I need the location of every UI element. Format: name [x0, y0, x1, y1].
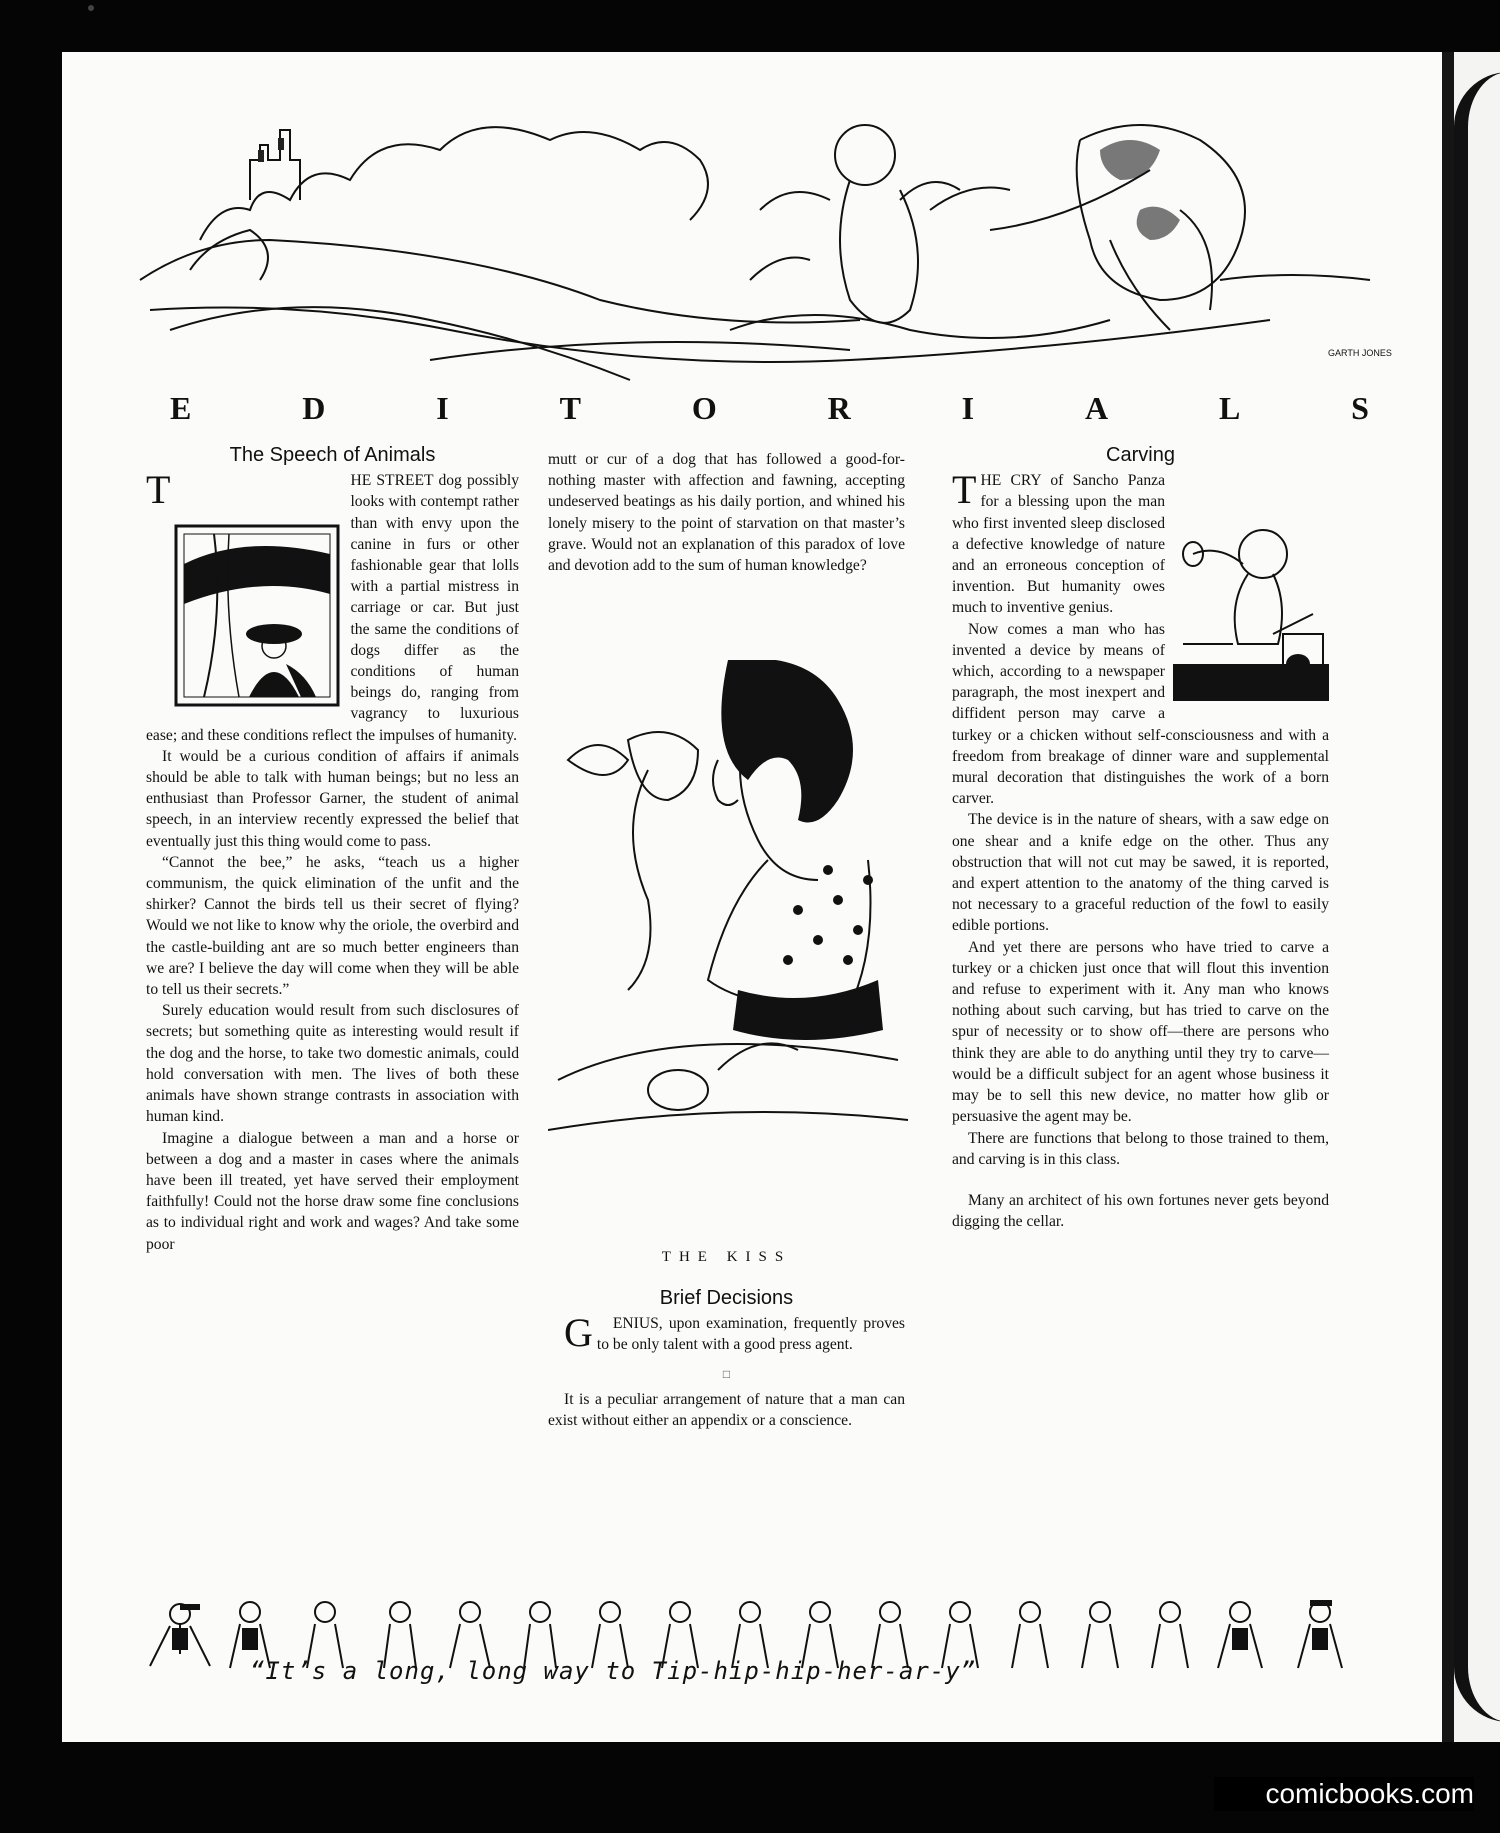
- carving-paragraph-5: There are functions that belong to those trained to them, and carving is in this class.: [952, 1129, 1329, 1168]
- carving-paragraph-4: And yet there are persons who have tried to carve a turkey or a chicken just once that will flout this invention and refuse to experiment with it. Any man who knows nothing about such carving, but has tried to carve on the spur of necessity or to show off—there are persons who think they are able to do anything until they try to carve—would be a difficult subject for an agent whose business it may be to sell this new device, no matter how glib or persuasive the agent may be.: [952, 938, 1329, 1126]
- speech-paragraph-4: Surely education would result from such disclosures of secrets; but something quite as interesting would result if the dog and the horse, to take two domestic animals, could hold conversation with men. The lives of both these animals have shown strange contrasts in association with human kind.: [146, 1002, 519, 1126]
- carving-paragraph-1: [952, 467, 1329, 618]
- footer-cartoon-caption: “It’s a long, long way to Tip-hip-hip-her-ar-y”: [250, 1657, 977, 1685]
- brief-headline: Brief Decisions: [659, 1287, 794, 1309]
- woman-in-hat-illustration: [174, 524, 340, 707]
- brief-paragraph-1: [548, 1310, 905, 1356]
- masthead-letter: I: [961, 390, 976, 426]
- brief-paragraph-2: It is a peculiar arrangement of nature that a man can exist without either an appendix or a conscience.: [548, 1390, 905, 1430]
- man-with-pipe-illustration: [1173, 514, 1329, 701]
- carving-dropcap: T: [952, 467, 977, 513]
- column-brief-decisions: [548, 1288, 905, 1431]
- artist-signature-text: GARTH JONES: [1328, 348, 1392, 358]
- speech-paragraph-3: “Cannot the bee,” he asks, “teach us a higher communism, the quick elimination of the unfit and the shirker? Cannot the birds tell us their secret of flying? Would we not like to know why the oriole, the overbird and the castle-building ant are so much better engineers than we are? I believe the day will come when they will be able to tell us their secrets.”: [146, 853, 519, 999]
- illustration-caption: THE KISS: [661, 1249, 792, 1265]
- column-middle: [548, 449, 905, 576]
- the-kiss-illustration: [548, 660, 920, 1150]
- speech-paragraph-1-text: HE STREET dog possibly looks with contempt rather than with envy upon the canine in furs or other fashionable gear that lolls with a partial mistress in carriage or car. But just the same the conditions of dogs differ as the conditions of human beings do, ranging from vagrancy to luxurious ease; and these conditions reflect the impulses of humanity.: [146, 472, 519, 744]
- carving-paragraph-6: Many an architect of his own fortunes never gets beyond digging the cellar.: [952, 1191, 1329, 1231]
- speech-paragraph-1: [146, 467, 519, 746]
- carving-paragraph-1-text: HE CRY of Sancho Panza for a blessing upon the man who first invented sleep disclosed a defective knowledge of nature and an erroneous conception of invention. But humanity owes much to inventive genius.: [952, 472, 1165, 617]
- masthead-letter: S: [1351, 390, 1370, 426]
- facing-page-curve: [1454, 72, 1500, 1722]
- column-carving: [952, 445, 1329, 1232]
- speech-dropcap: T: [146, 467, 171, 513]
- masthead-letter: R: [827, 390, 852, 426]
- source-watermark: comicbooks.com: [1214, 1777, 1474, 1811]
- carving-paragraph-2: Now comes a man who has invented a device by means of which, according to a newspaper paragraph, the most inexpert and diffident person may carve a turkey or a chicken without self-consciousness and with a freedom from breakage of dinner ware and supplemental mural decoration that distinguishes the work of a born carver.: [952, 620, 1329, 808]
- section-separator: □: [722, 1366, 731, 1381]
- masthead-letter: T: [559, 390, 582, 426]
- facing-page-edge: [1442, 52, 1500, 1742]
- artist-signature: [1328, 348, 1392, 358]
- header-cupid-landscape-illustration: [130, 80, 1380, 400]
- editorials-masthead: [170, 390, 1370, 427]
- masthead-letter: A: [1084, 390, 1110, 426]
- brief-paragraph-1-text: ENIUS, upon examination, frequently proves to be only talent with a good press agent.: [596, 1315, 905, 1354]
- column-speech-of-animals: [146, 445, 519, 1255]
- carving-headline: Carving: [1106, 444, 1175, 466]
- brief-dropcap: G: [564, 1310, 593, 1356]
- scan-speck: [88, 5, 94, 11]
- masthead-letter: L: [1218, 390, 1242, 426]
- masthead-letter: D: [302, 390, 327, 426]
- masthead-letter: I: [436, 390, 450, 426]
- speech-headline: The Speech of Animals: [229, 444, 436, 466]
- speech-paragraph-5: Imagine a dialogue between a man and a horse or between a dog and a master in cases where the animals have been ill treated, yet have served their employment faithfully! Could not the horse draw some fine conclusions as to individual right and work and wages? And take some poor: [146, 1129, 519, 1253]
- masthead-letter: E: [170, 390, 193, 426]
- page-gutter-shadow: [1442, 52, 1454, 1742]
- rule-gap: [952, 1170, 1329, 1190]
- speech-paragraph-6: mutt or cur of a dog that has followed a good-for-nothing master with affection and fawning, accepting undeserved beatings as his daily portion, and whined his lonely misery to the point of starvation on that master’s grave. Would not an explanation of this paradox of love and devotion add to the sum of human knowledge?: [548, 451, 905, 575]
- carving-paragraph-3: The device is in the nature of shears, with a saw edge on one shear and a knife edge on the other. Thus any obstruction that will not cut may be sawed, it is reported, and expert attention to the anatomy of the thing carved is not necessary to a graceful reduction of the fowl to easily edible portions.: [952, 811, 1329, 935]
- speech-paragraph-2: It would be a curious condition of affairs if animals should be able to talk with human beings; but no less an enthusiast than Professor Garner, the student of animal speech, in an interview recently expressed the belief that eventually just this thing would come to pass.: [146, 747, 519, 850]
- masthead-letter: O: [691, 390, 718, 426]
